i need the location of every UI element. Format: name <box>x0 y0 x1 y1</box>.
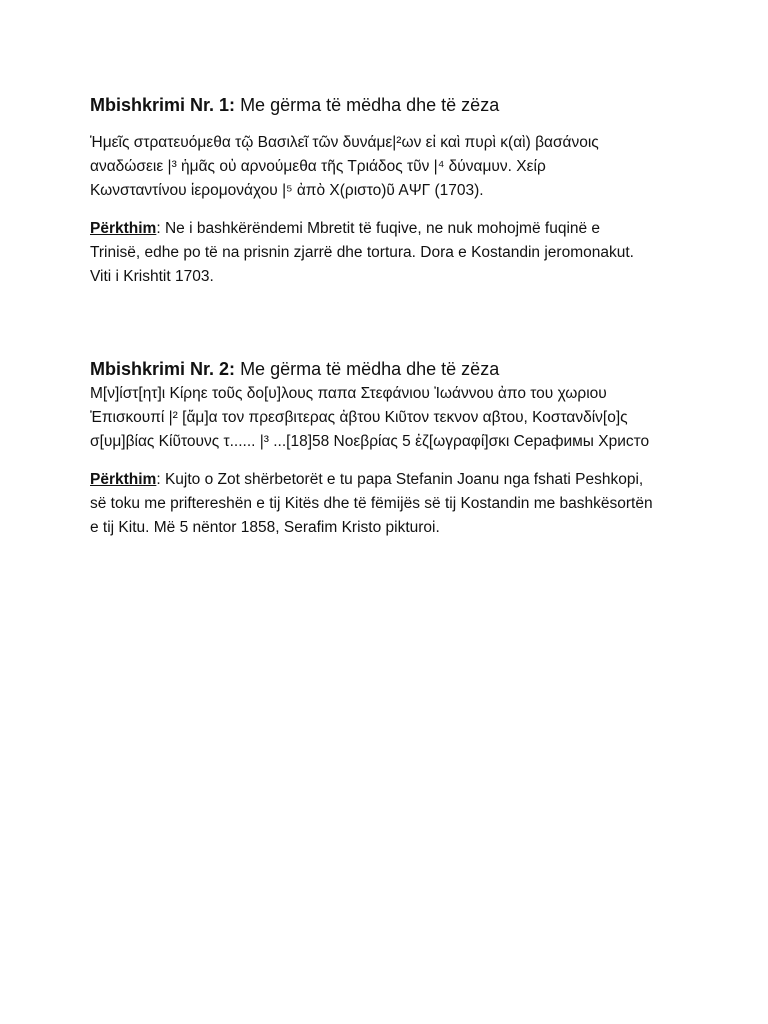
translation-line: së toku me priftereshën e tij Kitës dhe të fëmijës së tij Kostandin me bashkësortën <box>90 495 653 512</box>
translation-text: : Kujto o Zot shërbetorët e tu papa Stefanin Joanu nga fshati Peshkopi, <box>156 471 644 488</box>
inscription-1-translation <box>90 217 710 289</box>
greek-line: αναδώσειε |³ ἡμᾶς οὐ αρνούμεθα τῆς Τριάδος τῦν |⁴ δύναμυν. Χείρ <box>90 158 546 175</box>
translation-label: Përkthim <box>90 220 157 237</box>
translation-line: Trinisë, edhe po të na prisnin zjarrë dhe tortura. Dora e Kostandin jeromonakut. <box>90 244 634 261</box>
translation-line <box>90 217 710 241</box>
translation-text: : Ne i bashkërëndemi Mbretit të fuqive, ne nuk mohojmë fuqinë e <box>156 220 601 237</box>
inscription-2-heading <box>90 356 710 382</box>
translation-line <box>90 468 710 492</box>
translation-line: e tij Kitu. Më 5 nëntor 1858, Serafim Kristo pikturoi. <box>90 519 440 536</box>
inscription-2-greek-text <box>90 382 710 454</box>
greek-line: σ[υμ]βίας Κίῦτουνς τ...... |³ ...[18]58 Νοεβρίας 5 ἐζ[ωγραφί]σκι Серафимы Христо <box>90 433 650 450</box>
translation-line: Viti i Krishtit 1703. <box>90 268 214 285</box>
greek-line: Κωνσταντίνου ἱερομονάχου |⁵ ἀπὸ Χ(ριστο)ῦ ΑΨΓ (1703). <box>90 182 484 199</box>
greek-line: Μ[ν]ίστ[ητ]ι Κίρηε τοῦς δο[υ]λους παπα Στεφάνιου Ἰωάννου ἀπο του χωριου <box>90 385 607 402</box>
inscription-2-subtitle: Me gërma të mëdha dhe të zëza <box>240 359 500 379</box>
greek-line: Ἐπισκουπί |² [ἄμ]α τον πρεσβιτερας ἀβτου Κιῦτον τεκνον αβτου, Κοστανδίν[ο]ς <box>90 409 628 426</box>
inscription-2-number: Mbishkrimi Nr. 2: <box>90 359 236 379</box>
inscription-1-number: Mbishkrimi Nr. 1: <box>90 95 236 115</box>
greek-line: Ἡμεῖς στρατευόμεθα τῷ Βασιλεῖ τῶν δυνάμε|²ων εἰ καὶ πυρὶ κ(αὶ) βασάνοις <box>90 134 599 151</box>
inscription-1-greek-text <box>90 131 710 203</box>
inscription-1-heading <box>90 92 710 118</box>
inscription-2 <box>90 356 710 540</box>
inscription-1-subtitle: Me gërma të mëdha dhe të zëza <box>240 95 500 115</box>
translation-label: Përkthim <box>90 471 157 488</box>
inscription-1 <box>90 92 710 289</box>
inscription-2-translation <box>90 468 710 540</box>
